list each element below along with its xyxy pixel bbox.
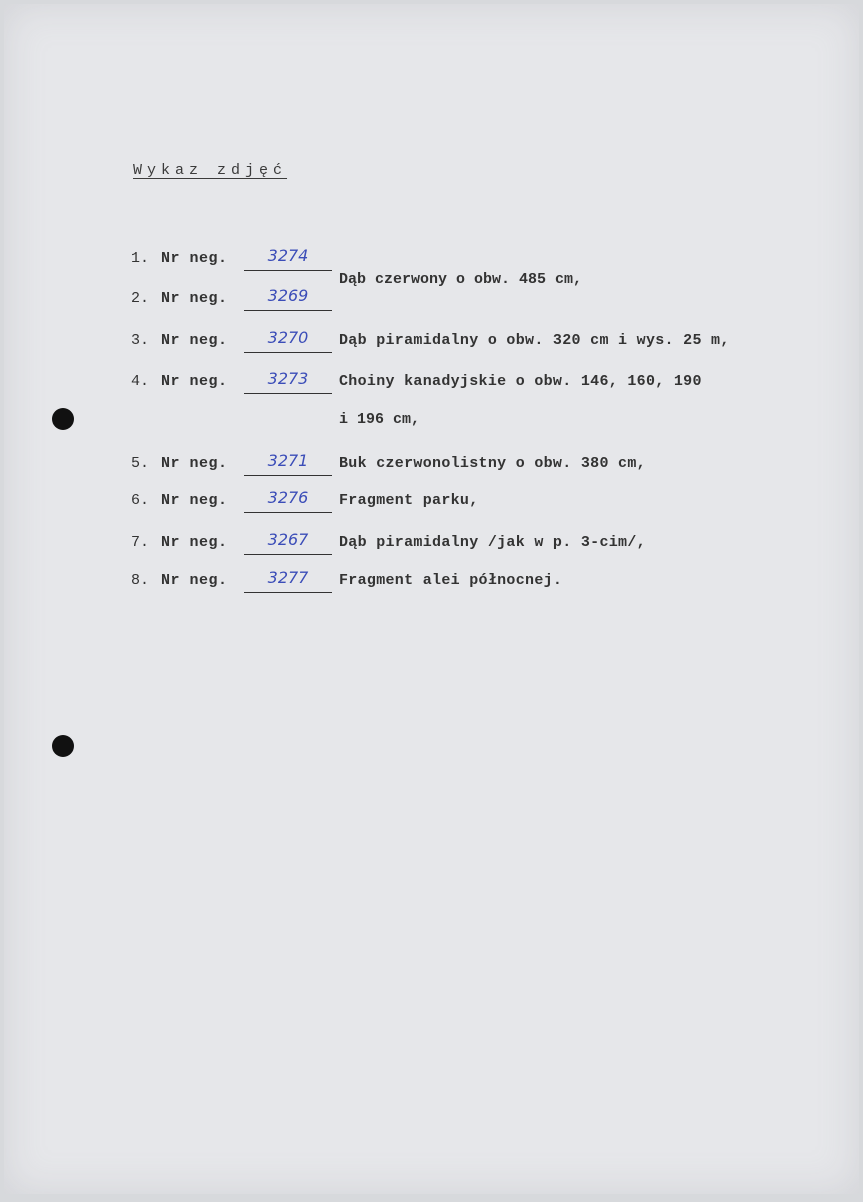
list-item	[4, 451, 859, 477]
entry-label: Nr neg.	[161, 250, 228, 267]
list-item	[4, 328, 859, 354]
entry-index: 2.	[131, 290, 150, 307]
document-title: Wykaz zdjęć	[133, 162, 288, 179]
entry-description: Choiny kanadyjskie o obw. 146, 160, 190	[339, 373, 702, 390]
entry-description: Fragment parku,	[339, 492, 479, 509]
entry-description: Dąb czerwony o obw. 485 cm,	[339, 271, 583, 288]
entry-index: 4.	[131, 373, 150, 390]
negative-number: 3277	[244, 568, 332, 593]
list-item	[4, 369, 859, 395]
entry-label: Nr neg.	[161, 373, 228, 390]
entry-label: Nr neg.	[161, 492, 228, 509]
entry-label: Nr neg.	[161, 290, 228, 307]
negative-number: 3270	[244, 328, 332, 353]
list-item	[4, 530, 859, 556]
entry-description: Dąb piramidalny /jak w p. 3-cim/,	[339, 534, 646, 551]
negative-number: 3276	[244, 488, 332, 513]
entry-description: Buk czerwonolistny o obw. 380 cm,	[339, 455, 646, 472]
entry-index: 6.	[131, 492, 150, 509]
negative-number: 3273	[244, 369, 332, 394]
negative-number: 3267	[244, 530, 332, 555]
entry-index: 8.	[131, 572, 150, 589]
entry-description: Fragment alei północnej.	[339, 572, 563, 589]
entry-description: Dąb piramidalny o obw. 320 cm i wys. 25 m,	[339, 332, 730, 349]
punch-hole-bottom	[52, 735, 74, 757]
list-item	[4, 568, 859, 594]
entry-label: Nr neg.	[161, 572, 228, 589]
list-item	[4, 286, 859, 312]
punch-hole-top	[52, 408, 74, 430]
entry-index: 7.	[131, 534, 150, 551]
negative-number: 3274	[244, 246, 332, 271]
document-page	[4, 4, 859, 1194]
entry-label: Nr neg.	[161, 534, 228, 551]
negative-number: 3269	[244, 286, 332, 311]
entry-label: Nr neg.	[161, 332, 228, 349]
entry-description-continued: i 196 cm,	[339, 411, 421, 428]
negative-number: 3271	[244, 451, 332, 476]
list-item	[4, 246, 859, 272]
list-item	[4, 488, 859, 514]
entry-index: 3.	[131, 332, 150, 349]
entry-label: Nr neg.	[161, 455, 228, 472]
entry-index: 5.	[131, 455, 150, 472]
entry-index: 1.	[131, 250, 150, 267]
